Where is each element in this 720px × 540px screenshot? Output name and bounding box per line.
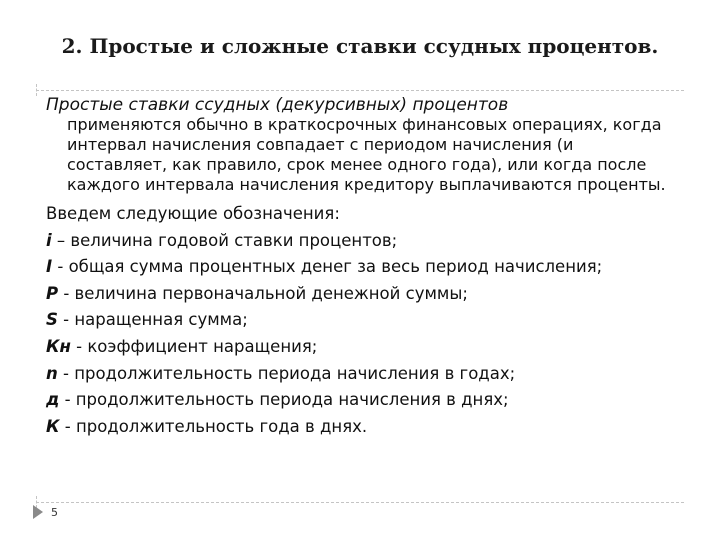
definition-symbol: I xyxy=(46,257,53,277)
top-divider xyxy=(36,90,684,91)
page-number-block xyxy=(33,505,58,519)
definition-text: - продолжительность года в днях. xyxy=(59,416,368,436)
definition-symbol: Кн xyxy=(46,336,71,356)
definition-text: - общая сумма процентных денег за весь период начисления; xyxy=(52,257,603,277)
definition-item xyxy=(46,254,686,281)
intro-body: применяются обычно в краткосрочных финансовых операциях, когда интервал начисления совпадает с периодом начисления (и составляет, как правило, срок менее одного года), или когда после каждого интервала начисления кредитору выплачиваются проценты. xyxy=(67,115,666,194)
definition-symbol: д xyxy=(46,390,60,410)
definition-text: – величина годовой ставки процентов; xyxy=(51,230,398,250)
lead-in-text: Введем следующие обозначения: xyxy=(46,204,340,223)
definition-text: - коэффициент наращения; xyxy=(70,336,318,356)
definition-symbol: i xyxy=(46,230,52,250)
definition-item xyxy=(46,281,686,308)
intro-heading: Простые ставки ссудных (декурсивных) процентов xyxy=(46,95,509,115)
bottom-divider xyxy=(36,502,684,503)
top-divider-tick xyxy=(36,84,37,96)
definition-item xyxy=(46,414,686,441)
definition-symbol: n xyxy=(46,363,58,383)
definition-item xyxy=(46,307,686,334)
page-number: 5 xyxy=(51,505,58,519)
definition-text: - продолжительность периода начисления в днях; xyxy=(59,390,509,410)
definition-item xyxy=(46,361,686,388)
slide-title: 2. Простые и сложные ставки ссудных процентов. xyxy=(61,34,659,58)
definition-symbol: S xyxy=(46,310,58,330)
slide-content xyxy=(46,95,686,440)
definition-item xyxy=(46,334,686,361)
definition-symbol: К xyxy=(46,416,60,436)
arrow-right-icon xyxy=(33,505,43,519)
definition-text: - продолжительность периода начисления в годах; xyxy=(57,363,516,383)
definition-symbol: P xyxy=(46,283,59,303)
definition-item xyxy=(46,387,686,414)
definition-item xyxy=(46,228,686,255)
definition-text: - величина первоначальной денежной суммы; xyxy=(58,283,468,303)
definition-text: - наращенная сумма; xyxy=(57,310,248,330)
